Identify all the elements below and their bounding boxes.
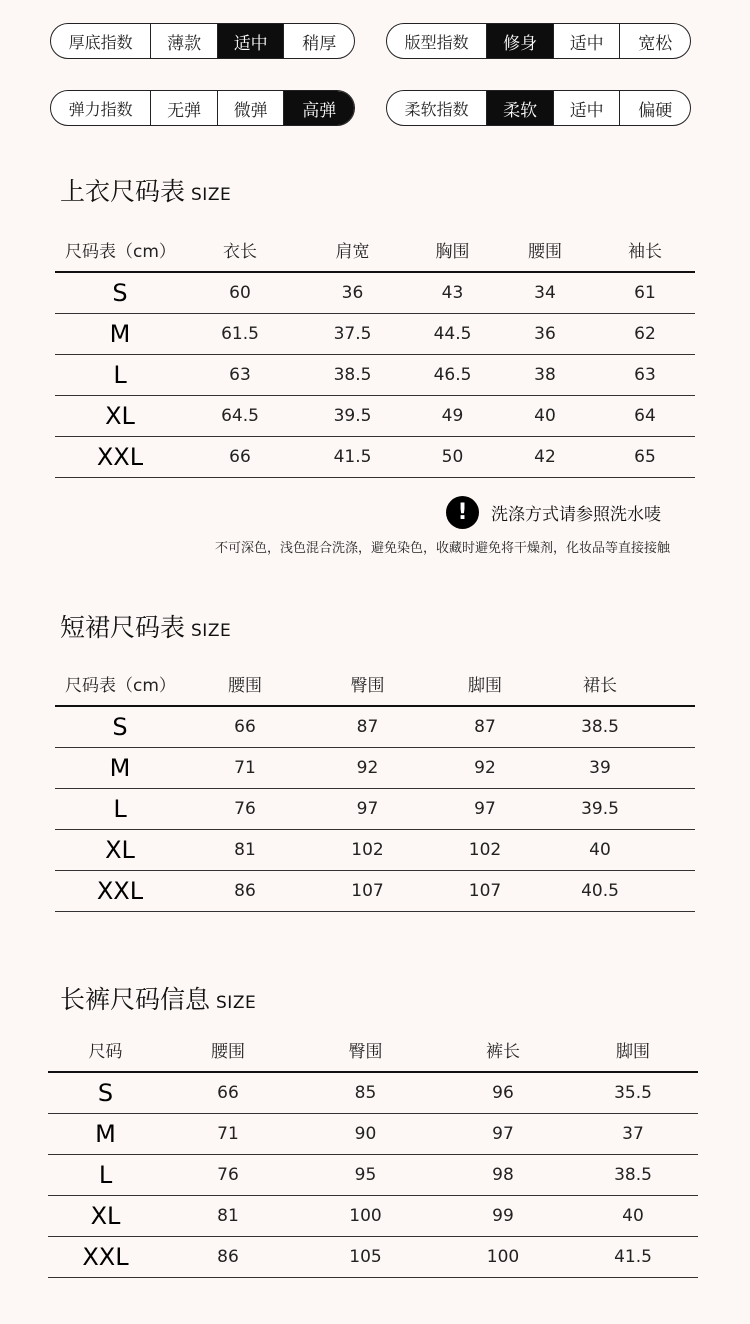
size-label: XL: [48, 1195, 163, 1236]
index-option-selected: 高弹: [283, 91, 354, 125]
index-title: 弹力指数: [68, 99, 133, 119]
measurement-cell: 66: [185, 436, 295, 477]
washing-notice-label: 洗涤方式请参照洗水唛: [491, 505, 661, 525]
index-title: 厚底指数: [68, 32, 133, 52]
measurement-cell: 71: [163, 1113, 293, 1154]
column-header: 尺码表（cm）: [55, 662, 185, 706]
size-label: M: [55, 747, 185, 788]
index-option: 稍厚: [283, 24, 354, 58]
measurement-cell: 81: [185, 829, 305, 870]
table-row: [55, 706, 695, 747]
table-header-row: [48, 1028, 698, 1072]
column-header: 腰围: [495, 228, 595, 272]
measurement-cell: 92: [430, 747, 540, 788]
top-title-text: 上衣尺码表: [60, 177, 186, 206]
measurement-cell: 65: [595, 436, 695, 477]
column-header: 脚围: [430, 662, 540, 706]
measurement-cell: 76: [185, 788, 305, 829]
spacer-cell: [660, 747, 695, 788]
elasticity-index: [50, 90, 355, 126]
table-row: [48, 1236, 698, 1277]
pants-size-table: [48, 1028, 698, 1278]
measurement-cell: 92: [305, 747, 430, 788]
measurement-cell: 95: [293, 1154, 438, 1195]
column-header: 脚围: [568, 1028, 698, 1072]
measurement-cell: 87: [305, 706, 430, 747]
table-row: [55, 788, 695, 829]
spacer-cell: [660, 706, 695, 747]
pants-title-text: 长裤尺码信息: [60, 985, 211, 1014]
measurement-cell: 105: [293, 1236, 438, 1277]
measurement-cell: 98: [438, 1154, 568, 1195]
washing-notice: [446, 496, 661, 529]
softness-index: [386, 90, 691, 126]
column-header: 胸围: [410, 228, 495, 272]
size-label: S: [55, 706, 185, 747]
measurement-cell: 86: [163, 1236, 293, 1277]
measurement-cell: 96: [438, 1072, 568, 1113]
measurement-cell: 43: [410, 272, 495, 313]
top-size-tag: SIZE: [191, 185, 232, 205]
size-label: L: [55, 788, 185, 829]
measurement-cell: 63: [595, 354, 695, 395]
measurement-cell: 40: [495, 395, 595, 436]
measurement-cell: 60: [185, 272, 295, 313]
measurement-cell: 61.5: [185, 313, 295, 354]
top-size-table: [55, 228, 695, 478]
measurement-cell: 97: [305, 788, 430, 829]
column-header: 尺码表（cm）: [55, 228, 185, 272]
table-row: [55, 747, 695, 788]
measurement-cell: 38.5: [568, 1154, 698, 1195]
spacer-cell: [660, 870, 695, 911]
index-option: 微弹: [217, 91, 284, 125]
measurement-cell: 44.5: [410, 313, 495, 354]
measurement-cell: 41.5: [295, 436, 410, 477]
measurement-cell: 64.5: [185, 395, 295, 436]
measurement-cell: 107: [430, 870, 540, 911]
care-instructions: 不可深色，浅色混合洗涤，避免染色，收藏时避免将干燥剂，化妆品等直接接触: [214, 541, 670, 556]
table-row: [48, 1195, 698, 1236]
measurement-cell: 37.5: [295, 313, 410, 354]
measurement-cell: 100: [438, 1236, 568, 1277]
spacer-cell: [660, 662, 695, 706]
size-label: L: [55, 354, 185, 395]
exclamation-icon: !: [446, 496, 479, 529]
measurement-cell: 66: [185, 706, 305, 747]
size-label: M: [48, 1113, 163, 1154]
measurement-cell: 40: [540, 829, 660, 870]
measurement-cell: 42: [495, 436, 595, 477]
measurement-cell: 38.5: [540, 706, 660, 747]
measurement-cell: 107: [305, 870, 430, 911]
measurement-cell: 61: [595, 272, 695, 313]
table-row: [55, 829, 695, 870]
skirt-size-table: [55, 662, 695, 912]
measurement-cell: 35.5: [568, 1072, 698, 1113]
measurement-cell: 102: [430, 829, 540, 870]
column-header: 臀围: [293, 1028, 438, 1072]
table-row: [55, 272, 695, 313]
measurement-cell: 38.5: [295, 354, 410, 395]
index-option: 宽松: [619, 24, 690, 58]
size-label: L: [48, 1154, 163, 1195]
top-size-title: [60, 172, 231, 208]
measurement-cell: 39.5: [295, 395, 410, 436]
measurement-cell: 37: [568, 1113, 698, 1154]
size-label: M: [55, 313, 185, 354]
measurement-cell: 97: [438, 1113, 568, 1154]
measurement-cell: 71: [185, 747, 305, 788]
fit-index: [386, 23, 691, 59]
measurement-cell: 76: [163, 1154, 293, 1195]
measurement-cell: 87: [430, 706, 540, 747]
index-title: 版型指数: [404, 32, 469, 52]
measurement-cell: 66: [163, 1072, 293, 1113]
size-label: S: [55, 272, 185, 313]
measurement-cell: 86: [185, 870, 305, 911]
index-title: 柔软指数: [404, 99, 469, 119]
measurement-cell: 85: [293, 1072, 438, 1113]
measurement-cell: 46.5: [410, 354, 495, 395]
measurement-cell: 41.5: [568, 1236, 698, 1277]
column-header: 腰围: [163, 1028, 293, 1072]
measurement-cell: 97: [430, 788, 540, 829]
measurement-cell: 102: [305, 829, 430, 870]
index-option: 适中: [553, 91, 620, 125]
measurement-cell: 39: [540, 747, 660, 788]
measurement-cell: 40: [568, 1195, 698, 1236]
measurement-cell: 36: [495, 313, 595, 354]
skirt-size-tag: SIZE: [191, 621, 232, 641]
index-option: 适中: [553, 24, 620, 58]
measurement-cell: 99: [438, 1195, 568, 1236]
pants-size-tag: SIZE: [216, 993, 257, 1013]
column-header: 臀围: [305, 662, 430, 706]
table-row: [48, 1154, 698, 1195]
measurement-cell: 38: [495, 354, 595, 395]
spacer-cell: [660, 829, 695, 870]
measurement-cell: 62: [595, 313, 695, 354]
table-header-row: [55, 228, 695, 272]
pants-size-title: [60, 980, 256, 1016]
size-label: XXL: [55, 436, 185, 477]
index-option: 无弹: [150, 91, 217, 125]
skirt-size-title: [60, 608, 231, 644]
index-option: 薄款: [150, 24, 217, 58]
table-row: [48, 1113, 698, 1154]
index-option: 偏硬: [619, 91, 690, 125]
measurement-cell: 40.5: [540, 870, 660, 911]
column-header: 裤长: [438, 1028, 568, 1072]
measurement-cell: 81: [163, 1195, 293, 1236]
column-header: 袖长: [595, 228, 695, 272]
size-label: S: [48, 1072, 163, 1113]
column-header: 衣长: [185, 228, 295, 272]
index-option-selected: 适中: [217, 24, 284, 58]
skirt-title-text: 短裙尺码表: [60, 613, 186, 642]
measurement-cell: 39.5: [540, 788, 660, 829]
measurement-cell: 90: [293, 1113, 438, 1154]
table-row: [55, 870, 695, 911]
measurement-cell: 64: [595, 395, 695, 436]
table-row: [48, 1072, 698, 1113]
table-row: [55, 354, 695, 395]
measurement-cell: 100: [293, 1195, 438, 1236]
table-row: [55, 395, 695, 436]
column-header: 肩宽: [295, 228, 410, 272]
column-header: 腰围: [185, 662, 305, 706]
measurement-cell: 34: [495, 272, 595, 313]
table-row: [55, 313, 695, 354]
column-header: 裙长: [540, 662, 660, 706]
index-option-selected: 修身: [486, 24, 553, 58]
size-label: XL: [55, 829, 185, 870]
size-label: XXL: [48, 1236, 163, 1277]
spacer-cell: [660, 788, 695, 829]
column-header: 尺码: [48, 1028, 163, 1072]
size-label: XXL: [55, 870, 185, 911]
measurement-cell: 50: [410, 436, 495, 477]
table-row: [55, 436, 695, 477]
table-header-row: [55, 662, 695, 706]
thickness-index: [50, 23, 355, 59]
size-label: XL: [55, 395, 185, 436]
measurement-cell: 63: [185, 354, 295, 395]
index-option-selected: 柔软: [486, 91, 553, 125]
measurement-cell: 36: [295, 272, 410, 313]
measurement-cell: 49: [410, 395, 495, 436]
